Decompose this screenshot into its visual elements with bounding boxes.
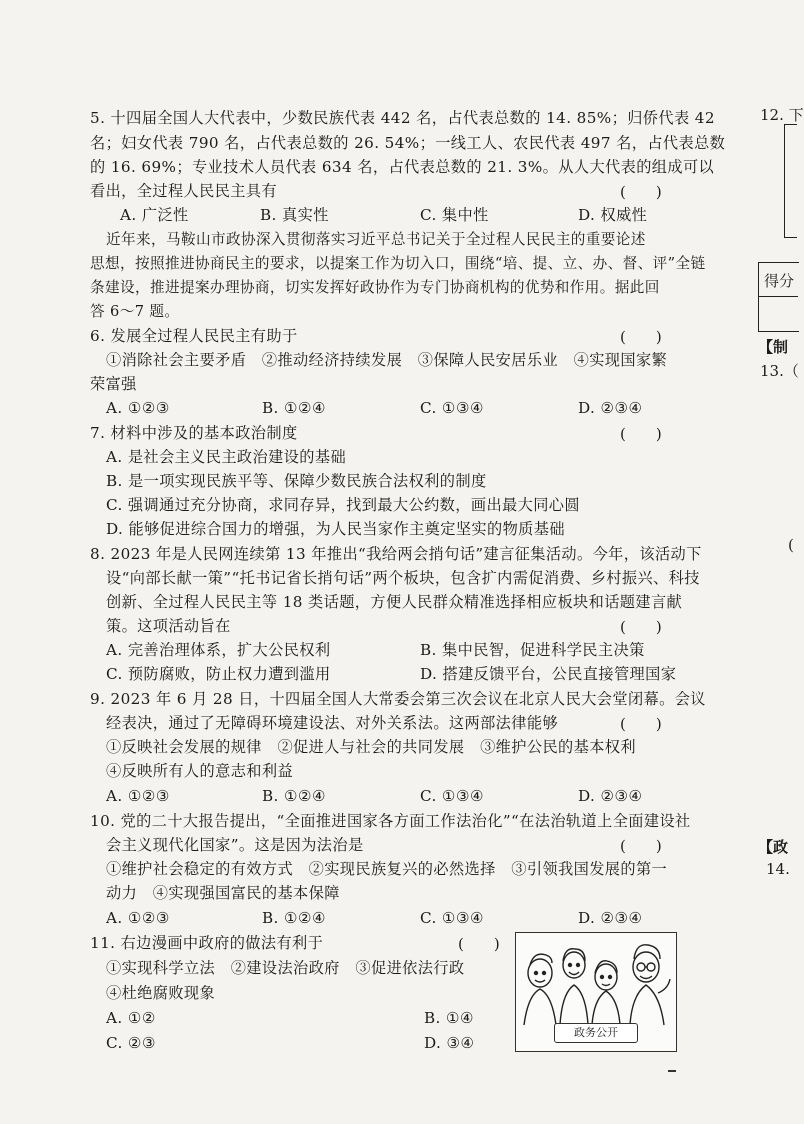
q11-line3: ④杜绝腐败现象	[106, 984, 216, 1002]
q10-line1: 10. 党的二十大报告提出，“全面推进国家各方面工作法治化”“在法治轨道上全面建设社	[90, 812, 691, 830]
q7-option-d: D. 能够促进综合国力的增强，为人民当家作主奠定坚实的物质基础	[106, 520, 565, 538]
q10-option-d: D. ②③④	[578, 909, 643, 927]
q9-option-b: B. ①②④	[262, 787, 327, 805]
q9-option-d: D. ②③④	[578, 787, 643, 805]
section-label-zheng: 【政	[758, 838, 789, 856]
q9-line3: ①反映社会发展的规律 ②促进人与社会的共同发展 ③维护公民的基本权利	[106, 738, 636, 756]
q6-option-b: B. ①②④	[262, 399, 327, 417]
cartoon-caption: 政务公开	[554, 1023, 638, 1043]
material-line1: 近年来，马鞍山市政协深入贯彻落实习近平总书记关于全过程人民民主的重要论述	[106, 231, 646, 248]
q6-line2: ①消除社会主要矛盾 ②推动经济持续发展 ③保障人民安居乐业 ④实现国家繁	[106, 351, 668, 369]
q12-fragment: 12. 下	[760, 106, 804, 124]
q11-answer-paren: ( )	[458, 935, 500, 953]
score-label: 得分	[764, 272, 795, 290]
q8-line1: 8. 2023 年是人民网连续第 13 年推出“我给两会捎句话”建言征集活动。今年，该活动下	[90, 545, 702, 563]
section-label-zhi: 【制	[758, 338, 789, 356]
q7-answer-paren: ( )	[620, 425, 662, 443]
score-box-divider	[758, 296, 798, 297]
q8-option-b: B. 集中民智，促进科学民主决策	[420, 641, 645, 659]
cartoon-illustration	[515, 932, 677, 1052]
q5-line2: 名；妇女代表 790 名，占代表总数的 26. 54%；一线工人、农民代表 497 名，占代表总数	[90, 134, 726, 152]
q9-line1: 9. 2023 年 6 月 28 日，十四届全国人大常委会第三次会议在北京人民大会堂闭幕。会议	[90, 690, 706, 708]
q8-option-a: A. 完善治理体系，扩大公民权利	[106, 641, 331, 659]
q9-answer-paren: ( )	[620, 715, 662, 733]
q9-option-c: C. ①③④	[420, 787, 484, 805]
q14-fragment: 14.	[766, 860, 790, 878]
q10-option-a: A. ①②③	[106, 909, 170, 927]
q5-line4: 看出，全过程人民民主具有	[90, 182, 278, 200]
q10-line2: 会主义现代化国家”。这是因为法治是	[106, 836, 364, 854]
q11-option-d: D. ③④	[424, 1034, 475, 1052]
q5-option-d: D. 权威性	[578, 206, 648, 224]
q6-answer-paren: ( )	[620, 328, 662, 346]
q9-line4: ④反映所有人的意志和利益	[106, 762, 294, 780]
q12-box-fragment	[784, 124, 797, 238]
q8-line2: 设“向部长献一策”“托书记省长捎句话”两个板块，包含扩内需促消费、乡村振兴、科技	[106, 569, 700, 587]
q11-option-a: A. ①②	[106, 1009, 156, 1027]
q5-line1: 5. 十四届全国人大代表中，少数民族代表 442 名，占代表总数的 14. 85%；归侨代表 42	[90, 109, 715, 127]
q11-line2: ①实现科学立法 ②建设法治政府 ③促进依法行政	[106, 959, 465, 977]
q13-fragment: 13.（	[760, 362, 799, 380]
q7-option-a: A. 是社会主义民主政治建设的基础	[106, 448, 347, 466]
q5-option-c: C. 集中性	[420, 206, 489, 224]
q10-answer-paren: ( )	[620, 837, 662, 855]
q8-line3: 创新、全过程人民民主等 18 类话题，方便人民群众精准选择相应板块和话题建言献	[106, 593, 683, 611]
material-line3: 条建设，推进提案办理协商，切实发挥好政协作为专门协商机构的优势和作用。据此回	[90, 279, 660, 296]
q5-option-b: B. 真实性	[260, 206, 329, 224]
q7-option-b: B. 是一项实现民族平等、保障少数民族合法权利的制度	[106, 472, 487, 490]
q5-answer-paren: ( )	[620, 183, 662, 201]
q6-line3: 荣富强	[90, 375, 137, 393]
q6-line1: 6. 发展全过程人民民主有助于	[90, 327, 298, 345]
q10-option-c: C. ①③④	[420, 909, 484, 927]
q11-line1: 11. 右边漫画中政府的做法有利于	[90, 934, 324, 952]
q8-option-d: D. 搭建反馈平台，公民直接管理国家	[420, 665, 677, 683]
q11-option-c: C. ②③	[106, 1034, 156, 1052]
q5-line3: 的 16. 69%；专业技术人员代表 634 名，占代表总数的 21. 3%。从人大代表的组成可以	[90, 158, 715, 176]
q6-option-a: A. ①②③	[106, 399, 170, 417]
q6-option-c: C. ①③④	[420, 399, 484, 417]
page-mark	[668, 1070, 676, 1072]
q9-line2: 经表决，通过了无障碍环境建设法、对外关系法。这两部法律能够	[106, 714, 559, 732]
next-page-edge	[752, 0, 804, 1124]
q5-option-a: A. 广泛性	[120, 206, 189, 224]
q10-line4: 动力 ④实现强国富民的基本保障	[106, 884, 340, 902]
q10-option-b: B. ①②④	[262, 909, 327, 927]
q8-line4: 策。这项活动旨在	[106, 617, 231, 635]
q6-option-d: D. ②③④	[578, 399, 643, 417]
q9-option-a: A. ①②③	[106, 787, 170, 805]
q8-answer-paren: ( )	[620, 618, 662, 636]
paren-fragment: (	[788, 536, 794, 554]
material-line4: 答 6～7 题。	[90, 303, 180, 320]
material-line2: 思想，按照推进协商民主的要求，以提案工作为切入口，围绕“培、提、立、办、督、评”全链	[90, 255, 706, 272]
q7-option-c: C. 强调通过充分协商，求同存异，找到最大公约数，画出最大同心圆	[106, 496, 580, 514]
q10-line3: ①维护社会稳定的有效方式 ②实现民族复兴的必然选择 ③引领我国发展的第一	[106, 860, 668, 878]
q11-option-b: B. ①④	[424, 1009, 475, 1027]
q8-option-c: C. 预防腐败，防止权力遭到滥用	[106, 665, 331, 683]
q7-line1: 7. 材料中涉及的基本政治制度	[90, 424, 298, 442]
